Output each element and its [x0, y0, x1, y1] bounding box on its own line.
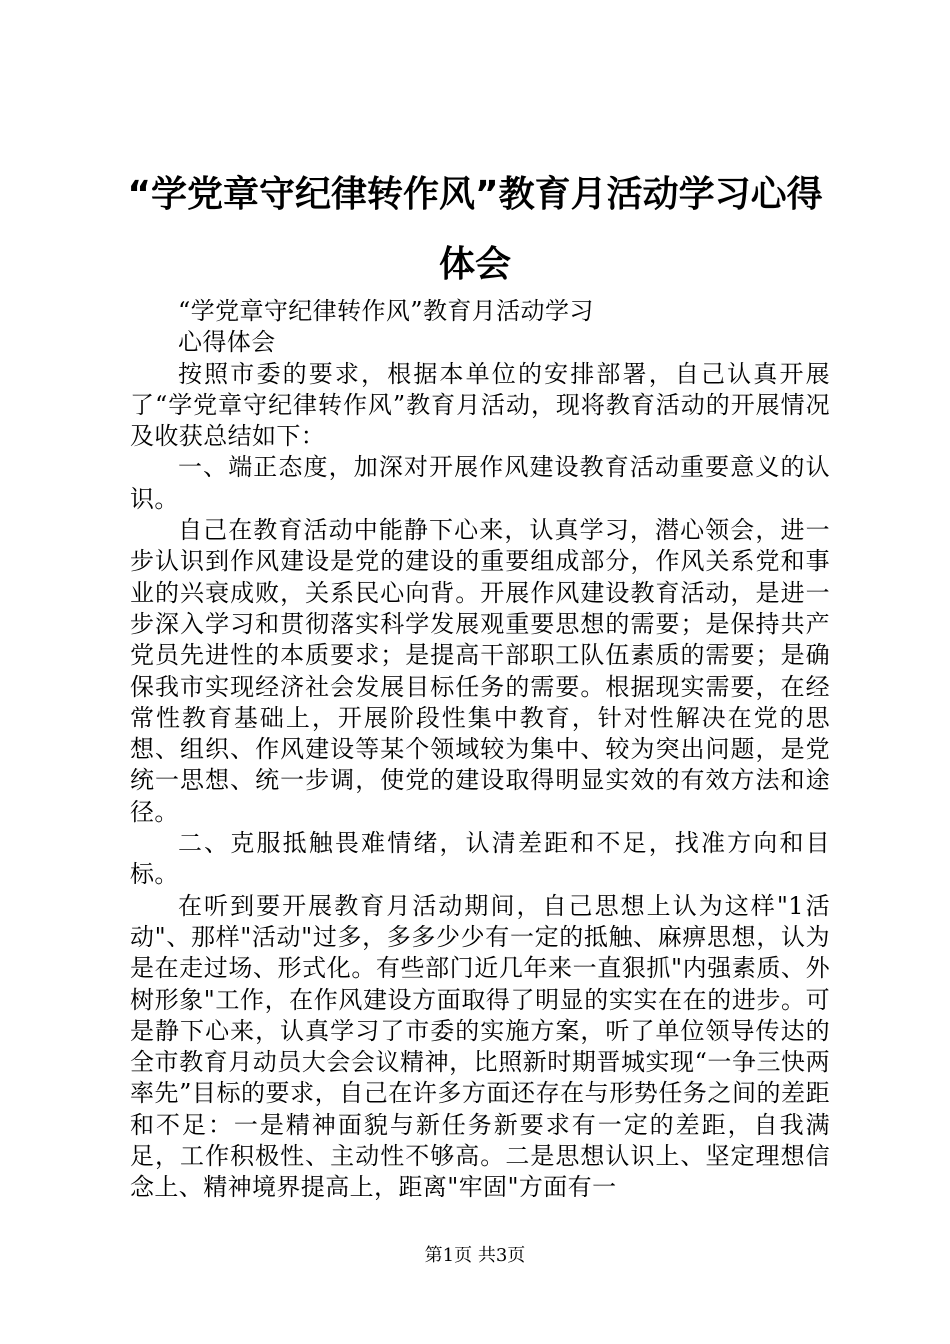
page-footer: 第1页 共3页 — [424, 1245, 526, 1266]
document-title: “学党章守纪律转作风”教育月活动学习心得体会 — [127, 174, 823, 285]
paragraph-subtitle-line-1: “学党章守纪律转作风”教育月活动学习 — [178, 297, 594, 325]
paragraph-heading-2: 二、克服抵触畏难情绪，认清差距和不足，找准方向和目标。 — [130, 829, 830, 889]
document-body — [130, 296, 830, 1204]
paragraph-section-2: 在听到要开展教育月活动期间，自己思想上认为这样"1活动"、那样"活动"过多，多多少少有一定的抵触、麻痹思想，认为是在走过场、形式化。有些部门近几年来一直狠抓"内强素质、外树形象"工作，在作风建设方面取得了明显的实实在在的进步。可是静下心来，认真学习了市委的实施方案，听了单位领导传达的全市教育月动员大会会议精神，比照新时期晋城实现“一争三快两率先”目标的要求，自己在许多方面还存在与形势任务之间的差距和不足：一是精神面貌与新任务新要求有一定的差距，自我满足，工作积极性、主动性不够高。二是思想认识上、坚定理想信念上、精神境界提高上，距离"牢固"方面有一 — [130, 891, 830, 1202]
paragraph-intro: 按照市委的要求，根据本单位的安排部署，自己认真开展了“学党章守纪律转作风”教育月活动，现将教育活动的开展情况及收获总结如下： — [130, 359, 830, 451]
paragraph-section-1: 自己在教育活动中能静下心来，认真学习，潜心领会，进一步认识到作风建设是党的建设的重要组成部分，作风关系党和事业的兴衰成败，关系民心向背。开展作风建设教育活动，是进一步深入学习和贯彻落实科学发展观重要思想的需要；是保持共产党员先进性的本质要求；是提高干部职工队伍素质的需要；是确保我市实现经济社会发展目标任务的需要。根据现实需要，在经常性教育基础上，开展阶段性集中教育，针对性解决在党的思想、组织、作风建设等某个领域较为集中、较为突出问题，是党统一思想、统一步调，使党的建设取得明显实效的有效方法和途径。 — [130, 516, 830, 826]
paragraph-heading-1: 一、端正态度，加深对开展作风建设教育活动重要意义的认识。 — [130, 453, 830, 513]
paragraph-subtitle-line-2: 心得体会 — [178, 328, 276, 357]
